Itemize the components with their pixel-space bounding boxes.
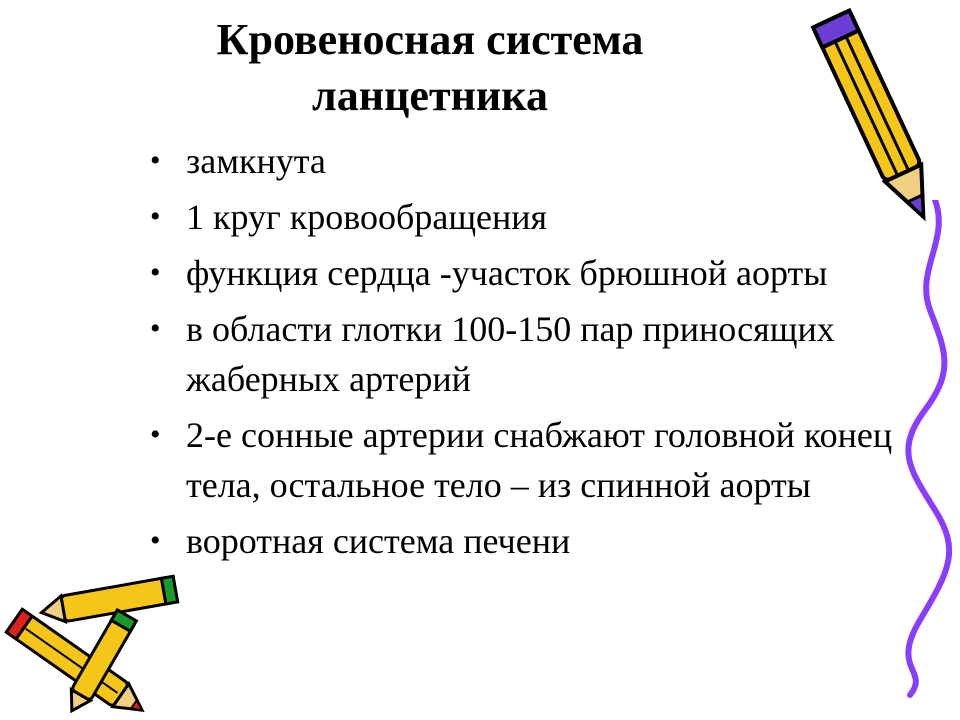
bullet-item: • 1 круг кровообращения: [150, 192, 930, 242]
bullet-icon: •: [150, 144, 161, 177]
bullet-item: • функция сердца -участок брюшной аорты: [150, 248, 930, 298]
bullet-icon: •: [150, 312, 161, 345]
slide-title: [120, 12, 740, 124]
title-line-2: ланцетника: [312, 71, 548, 120]
pencils-icon: [0, 570, 200, 720]
bullet-item: • 2-е сонные артерии снабжают головной конец тела, остальное тело – из спинной аорты: [150, 410, 930, 510]
bullet-icon: •: [150, 524, 161, 557]
bullet-icon: •: [150, 418, 161, 451]
bullet-item: • в области глотки 100-150 пар приносящих жаберных артерий: [150, 304, 930, 404]
bullet-icon: •: [150, 256, 161, 289]
title-line-1: Кровеносная система: [216, 15, 644, 64]
bullet-item: • замкнута: [150, 136, 930, 186]
bullet-icon: •: [150, 200, 161, 233]
bullet-item: • воротная система печени: [150, 516, 930, 566]
squiggle-line: [900, 200, 960, 700]
